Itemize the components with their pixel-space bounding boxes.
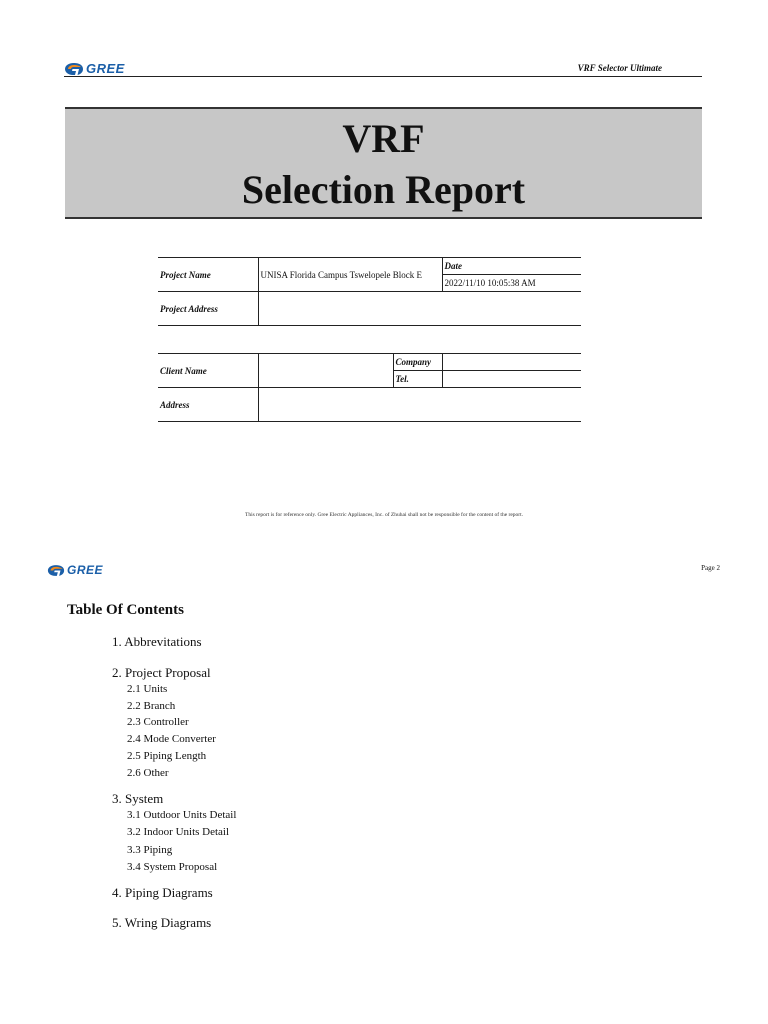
toc-title: Table Of Contents	[67, 602, 184, 618]
toc-entry[interactable]: 3. System	[112, 791, 164, 806]
project-address-value	[258, 292, 581, 326]
tel-label: Tel.	[393, 371, 442, 388]
toc-subentry[interactable]: 3.3 Piping	[127, 844, 173, 856]
toc-subentry[interactable]: 3.4 System Proposal	[127, 861, 218, 873]
toc-subentry[interactable]: 2.5 Piping Length	[127, 750, 207, 762]
project-name-label: Project Name	[158, 258, 258, 292]
toc-subentry[interactable]: 2.1 Units	[127, 683, 168, 695]
toc-subentry[interactable]: 3.1 Outdoor Units Detail	[127, 809, 237, 821]
gree-logo-page2	[47, 563, 103, 577]
tel-value	[442, 371, 581, 388]
toc-entry[interactable]: 1. Abbrevitations	[112, 634, 202, 649]
toc-subentry[interactable]: 2.4 Mode Converter	[127, 733, 216, 745]
logo-text: GREE	[67, 563, 104, 577]
client-name-value	[258, 354, 393, 388]
gree-logo	[64, 61, 125, 76]
title-band	[65, 107, 702, 219]
software-name: VRF Selector Ultimate	[577, 63, 662, 73]
disclaimer: This report is for reference only. Gree Electric Appliances, Inc. of Zhuhai shall not be responsible for the content of the report.	[244, 512, 524, 518]
date-label: Date	[442, 258, 581, 275]
client-address-value	[258, 388, 581, 422]
header-divider	[64, 76, 702, 77]
logo-text: GREE	[86, 61, 125, 76]
project-address-label: Project Address	[158, 292, 258, 326]
company-label: Company	[393, 354, 442, 371]
toc-entry[interactable]: 5. Wring Diagrams	[112, 915, 212, 930]
report-title-line1: VRF	[342, 116, 425, 161]
date-value: 2022/11/10 10:05:38 AM	[442, 275, 581, 292]
project-info-table	[158, 257, 581, 326]
toc-subentry[interactable]: 2.2 Branch	[127, 700, 176, 712]
gree-swirl-icon	[47, 564, 65, 577]
toc-subentry[interactable]: 3.2 Indoor Units Detail	[127, 826, 230, 838]
client-address-label: Address	[158, 388, 258, 422]
toc-subentry[interactable]: 2.3 Controller	[127, 716, 189, 728]
page-number: Page 2	[701, 564, 720, 572]
client-name-label: Client Name	[158, 354, 258, 388]
project-name-value: UNISA Florida Campus Tswelopele Block E	[258, 258, 442, 292]
toc-entry[interactable]: 2. Project Proposal	[112, 665, 211, 680]
toc-entry[interactable]: 4. Piping Diagrams	[112, 885, 213, 900]
report-title-line2: Selection Report	[241, 167, 526, 212]
company-value	[442, 354, 581, 371]
toc-subentry[interactable]: 2.6 Other	[127, 767, 169, 779]
gree-swirl-icon	[64, 62, 84, 76]
client-info-table	[158, 353, 581, 422]
